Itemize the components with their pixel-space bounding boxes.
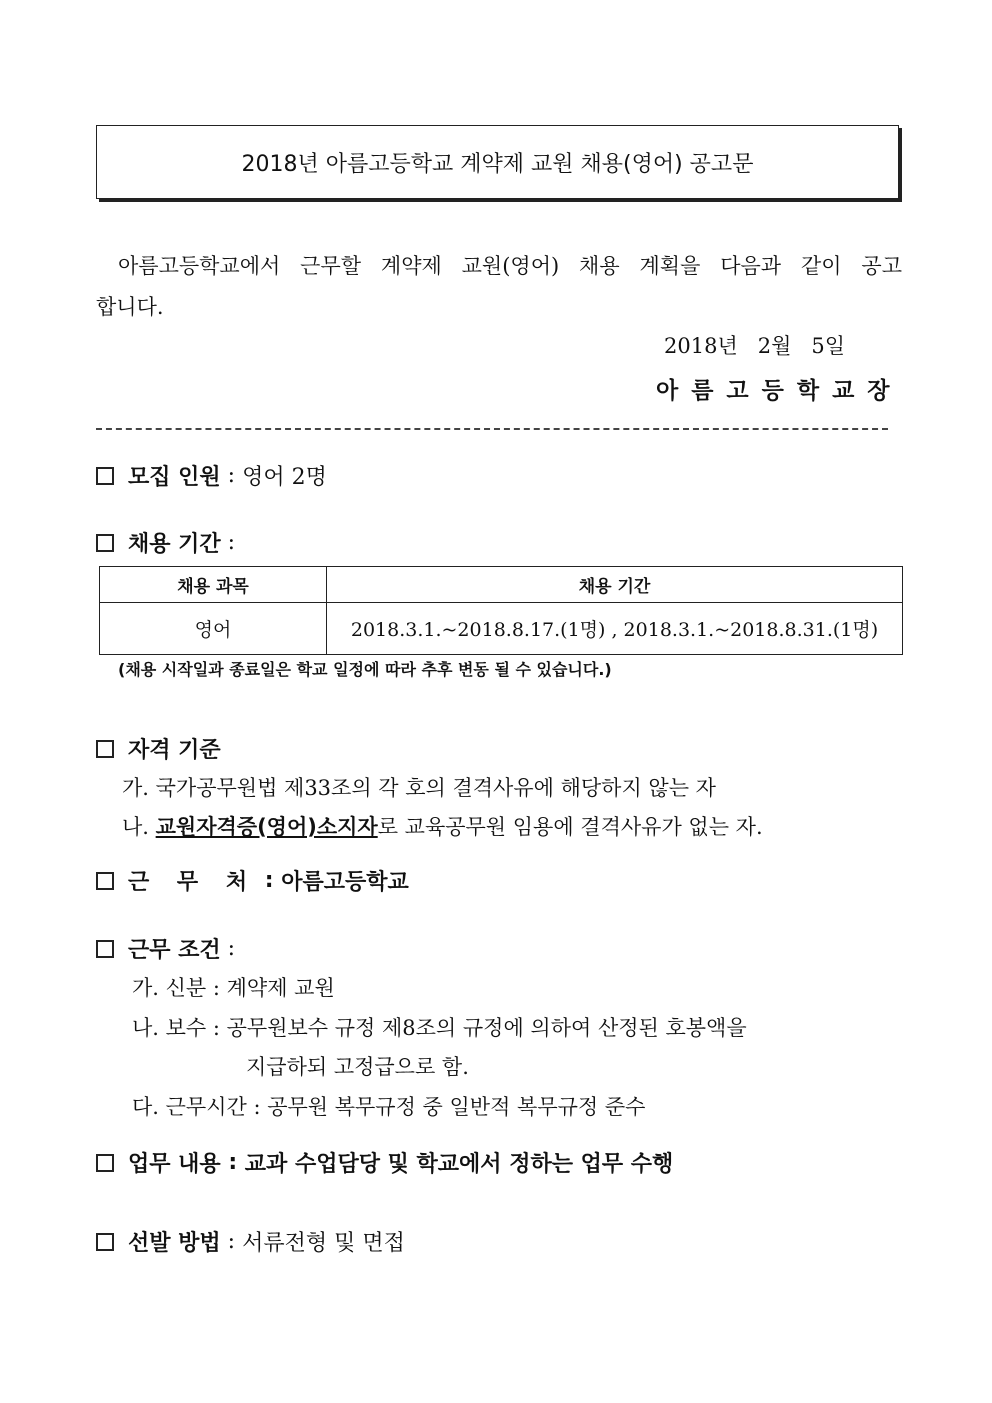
section-sep: : — [257, 868, 282, 893]
period-note: (채용 시작일과 종료일은 학교 일정에 따라 추후 변동 될 수 있습니다.) — [118, 660, 612, 679]
table-header: 채용 과목 — [100, 567, 327, 603]
table-header-row — [100, 567, 903, 603]
condition-pay-line2: 지급하되 고정급으로 함. — [246, 1055, 469, 1079]
emphasized-text: 교원자격증(영어)소지자 — [155, 815, 378, 839]
section-sep: : — [220, 530, 236, 555]
intro-line-1: 아름고등학교에서 근무할 계약제 교원(영어) 채용 계획을 다음과 같이 공고 — [118, 254, 902, 278]
section-label: 근 무 처 — [128, 870, 258, 895]
section-selection — [96, 1226, 405, 1257]
intro-line-2: 합니다. — [96, 295, 164, 319]
table-row — [100, 603, 903, 655]
section-period — [96, 527, 235, 558]
table-cell: 2018.3.1.~2018.8.17.(1명) , 2018.3.1.~2018.8.31.(1명) — [327, 603, 903, 655]
section-workplace — [96, 865, 409, 896]
section-sep: : — [220, 936, 236, 961]
principal-signature: 아름고등학교장 — [656, 377, 903, 404]
condition-status: 가. 신분 : 계약제 교원 — [132, 976, 335, 1000]
document-title — [96, 125, 899, 199]
item-rest: 로 교육공무원 임용에 결격사유가 없는 자. — [377, 815, 763, 839]
checkbox-icon — [96, 1233, 114, 1251]
section-sep: : — [220, 1229, 243, 1254]
condition-hours: 다. 근무시간 : 공무원 복무규정 중 일반적 복무규정 준수 — [132, 1095, 646, 1119]
divider-line — [96, 428, 888, 430]
section-value: 교과 수업담당 및 학교에서 정하는 업무 수행 — [244, 1152, 674, 1177]
qualification-item-na — [122, 811, 763, 841]
qualification-item-ga: 가. 국가공무원법 제33조의 각 호의 결격사유에 해당하지 않는 자 — [122, 776, 716, 800]
checkbox-icon — [96, 1154, 114, 1172]
section-value: 영어 2명 — [242, 465, 327, 490]
section-recruit — [96, 460, 327, 491]
checkbox-icon — [96, 740, 114, 758]
title-text: 2018년 아름고등학교 계약제 교원 채용(영어) 공고문 — [241, 151, 754, 177]
checkbox-icon — [96, 940, 114, 958]
announcement-date: 2018년 2월 5일 — [664, 334, 846, 358]
checkbox-icon — [96, 467, 114, 485]
checkbox-icon — [96, 534, 114, 552]
table-header: 채용 기간 — [327, 567, 903, 603]
section-qualification — [96, 733, 221, 764]
section-value: 아름고등학교 — [281, 870, 409, 895]
period-table — [99, 566, 903, 655]
section-label: 선발 방법 — [128, 1231, 221, 1256]
section-sep: : — [220, 463, 243, 488]
section-duties — [96, 1147, 673, 1178]
section-label: 채용 기간 — [128, 532, 221, 557]
section-label: 자격 기준 — [128, 738, 221, 763]
section-conditions — [96, 933, 235, 964]
section-label: 모집 인원 — [128, 465, 221, 490]
section-label: 근무 조건 — [128, 938, 221, 963]
condition-pay-line1: 나. 보수 : 공무원보수 규정 제8조의 규정에 의하여 산정된 호봉액을 — [132, 1016, 747, 1040]
checkbox-icon — [96, 872, 114, 890]
section-value: 서류전형 및 면접 — [242, 1231, 405, 1256]
table-cell: 영어 — [100, 603, 327, 655]
intro-paragraph — [96, 246, 902, 328]
section-sep: : — [220, 1150, 245, 1175]
item-prefix: 나. — [122, 815, 156, 839]
section-label: 업무 내용 — [128, 1152, 221, 1177]
